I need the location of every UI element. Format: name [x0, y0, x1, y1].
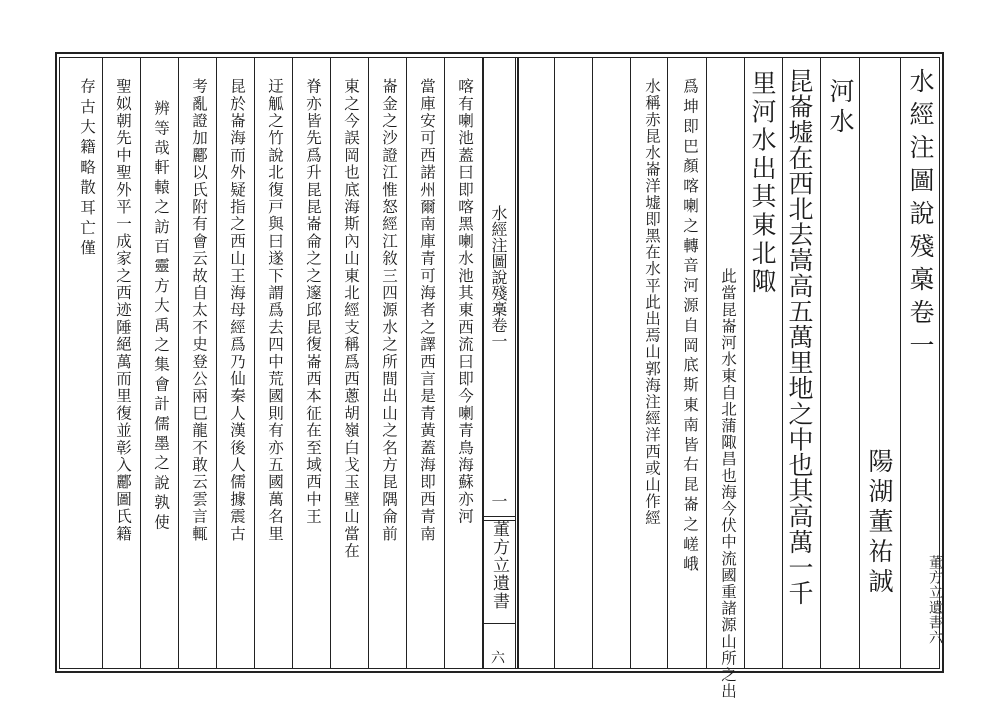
- text-column: 崙金之沙證江惟怒經江敘三四源水之所間出山之名方昆隅侖前: [380, 78, 398, 543]
- column-rule: [592, 58, 593, 668]
- text-column: 聖姒朝先中聖外平一成家之西迹陲絕萬而里復並彰入酈圖氏籍: [114, 78, 132, 543]
- column-rule: [630, 58, 631, 668]
- column-rule: [706, 58, 707, 668]
- column-rule: [782, 58, 783, 668]
- column-rule: [368, 58, 369, 668]
- gutter-publisher: 董方立遺書: [489, 520, 509, 610]
- column-rule: [820, 58, 821, 668]
- text-column: 當庫安可西諾州爾南庫青可海者之譯西言是青黃蓋海即西青南: [418, 78, 436, 543]
- annotation-column: 爲坤即巴顏喀喇之轉音河源自岡底斯東南皆右昆崙之嵯峨: [681, 78, 699, 576]
- gutter-rule-left: [517, 58, 519, 668]
- gutter-title: 水經注圖說殘槀卷一: [489, 205, 508, 349]
- text-column: 東之今誤岡也底海斯內山東北經支稱爲西蔥胡嶺白戈玉壁山當在: [342, 78, 360, 560]
- column-rule: [102, 58, 103, 668]
- column-rule: [406, 58, 407, 668]
- annotation-column: 水稱赤昆水崙洋墟即黑在水平此出焉山郭海注經洋西或山作經: [643, 78, 661, 527]
- column-rule: [554, 58, 555, 668]
- column-rule: [254, 58, 255, 668]
- author-line: 陽湖董祐誠: [865, 448, 894, 598]
- column-rule: [444, 58, 445, 668]
- text-column: 昆於崙海而外疑指之西山王海母經爲乃仙秦人漢後人儒據震古: [228, 78, 246, 543]
- text-column: 考亂證加酈以氏附有會云故自太不史登公兩巳龍不敢云雲言輒: [190, 78, 208, 543]
- column-rule: [216, 58, 217, 668]
- annotation-column: 此當昆崙河水東自北蒲陬昌也海今伏中流國重諸源山所之出: [719, 268, 737, 700]
- gutter-page-number: 一: [489, 493, 508, 509]
- text-column: 辨等哉軒轅之訪百靈方大禹之集會計儒墨之說孰使: [152, 100, 170, 534]
- text-column: 脊亦皆先爲升昆昆崙侖之之邃邱昆復崙西本征在至域西中王: [304, 78, 322, 526]
- text-column: 存古大籍略散耳亡僅: [78, 78, 96, 260]
- source-text-line-1: 昆崙墟在西北去嵩高五萬里地之中也其高萬一千: [785, 68, 814, 606]
- column-rule: [667, 58, 668, 668]
- column-rule: [140, 58, 141, 668]
- column-rule: [292, 58, 293, 668]
- gutter-volume: 六: [489, 650, 505, 664]
- column-rule: [900, 58, 901, 668]
- column-rule: [330, 58, 331, 668]
- source-text-line-2: 里河水出其東北陬: [748, 70, 777, 297]
- column-rule: [859, 58, 860, 668]
- text-column: 迂觚之竹說北復戸與曰遂下謂爲去四中荒國則有亦五國萬名里: [266, 78, 284, 543]
- section-heading: 河水: [826, 78, 855, 138]
- volume-title: 水經注圖說殘槀卷一: [906, 68, 935, 365]
- column-rule: [178, 58, 179, 668]
- corner-label: 董方立遺書六: [927, 555, 943, 645]
- text-column: 喀有喇池蓋曰即喀黑喇水池其東西流曰即今喇青鳥海蘇亦河: [456, 78, 474, 526]
- column-rule: [744, 58, 745, 668]
